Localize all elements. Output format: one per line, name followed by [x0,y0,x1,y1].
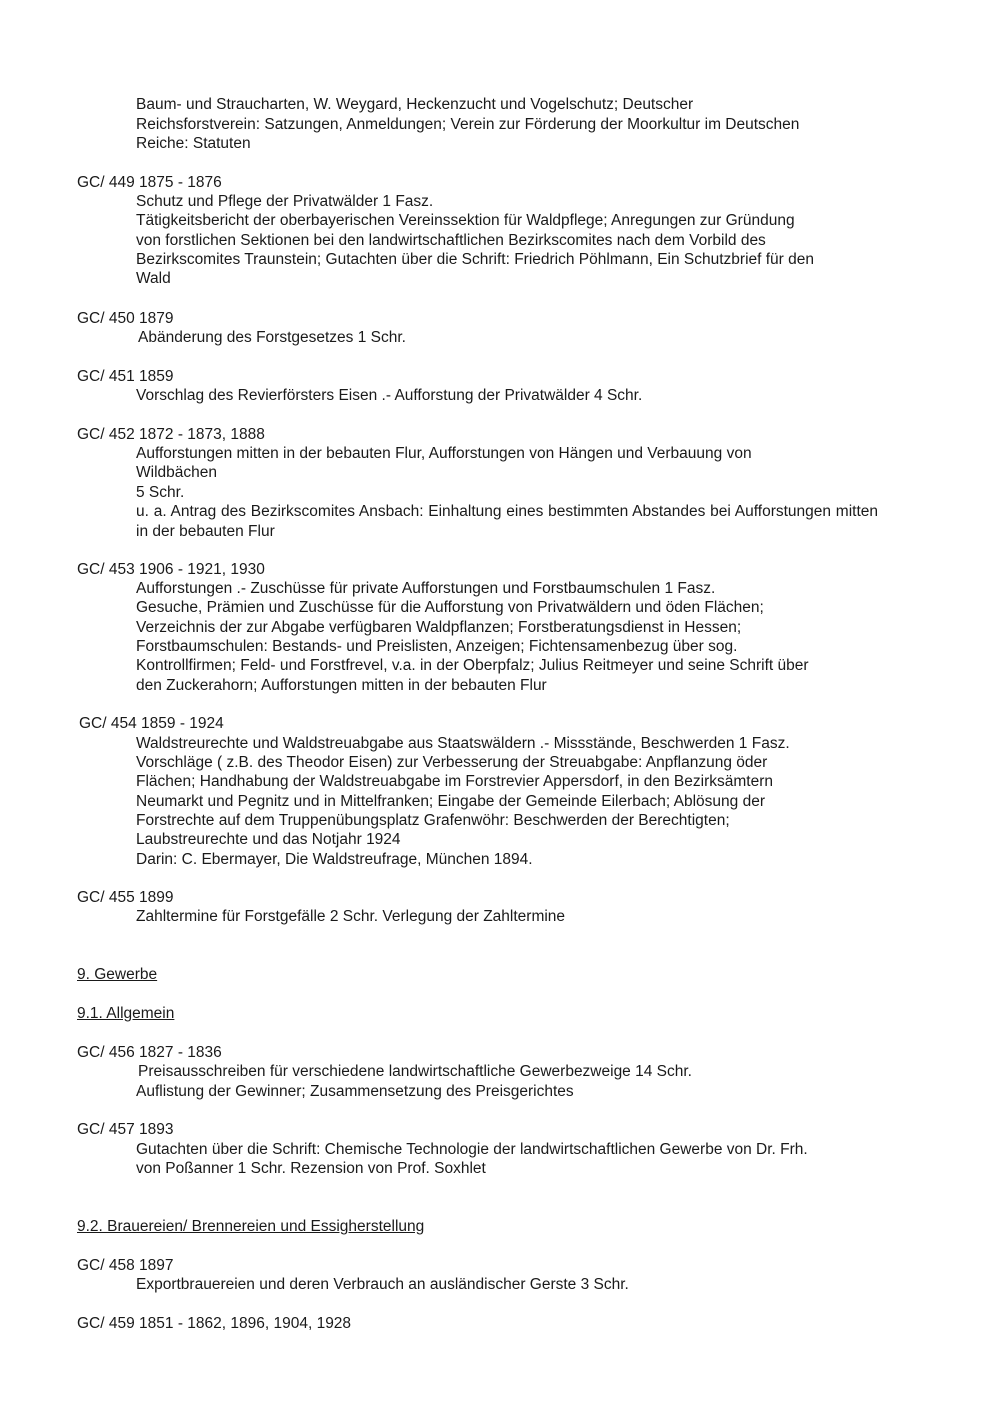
entry-title: Abänderung des Forstgesetzes 1 Schr. [138,329,406,346]
entry-title: Schutz und Pflege der Privatwälder 1 Fasz. [136,193,434,210]
entry-signature: GC/ 455 1899 [77,889,174,906]
entry-signature: GC/ 453 1906 - 1921, 1930 [77,561,265,578]
entry-signature: GC/ 450 1879 [77,310,174,327]
entry-description-line: Darin: C. Ebermayer, Die Waldstreufrage, München 1894. [136,851,533,868]
entry-signature: GC/ 451 1859 [77,368,174,385]
entry-title: Aufforstungen mitten in der bebauten Flur, Aufforstungen von Hängen und Verbauung von [136,445,752,462]
entry-description-line: Verzeichnis der zur Abgabe verfügbaren Waldpflanzen; Forstberatungsdienst in Hessen; [136,619,742,636]
entry-description-line: Laubstreurechte und das Notjahr 1924 [136,831,401,848]
entry-title: Waldstreurechte und Waldstreuabgabe aus Staatswäldern .- Missstände, Beschwerden 1 Fasz. [136,735,790,752]
section-heading: 9. Gewerbe [77,966,158,983]
entry-title: 5 Schr. [136,484,185,501]
subsection-heading: 9.2. Brauereien/ Brennereien und Essigherstellung [77,1218,425,1235]
entry-signature: GC/ 454 1859 - 1924 [79,715,224,732]
entry-description-line: Tätigkeitsbericht der oberbayerischen Vereinssektion für Waldpflege; Anregungen zur Gründung [136,212,795,229]
entry-signature: GC/ 452 1872 - 1873, 1888 [77,426,265,443]
entry-title: Preisausschreiben für verschiedene landwirtschaftliche Gewerbezweige 14 Schr. [138,1063,692,1080]
entry-title: Zahltermine für Forstgefälle 2 Schr. Verlegung der Zahltermine [136,908,566,925]
entry-description-line: Kontrollfirmen; Feld- und Forstfrevel, v.a. in der Oberpfalz; Julius Reitmeyer und seine Schrift über [136,657,809,674]
entry-description-line: von forstlichen Sektionen bei den landwirtschaftlichen Bezirkscomites nach dem Vorbild des [136,232,766,249]
entry-title: Wildbächen [136,464,217,481]
entry-description-line: Forstrechte auf dem Truppenübungsplatz Grafenwöhr: Beschwerden der Berechtigten; [136,812,730,829]
entry-signature: GC/ 457 1893 [77,1121,174,1138]
entry-title: Vorschlag des Revierförsters Eisen .- Aufforstung der Privatwälder 4 Schr. [136,387,643,404]
entry-signature: GC/ 458 1897 [77,1257,174,1274]
entry-description: u. a. Antrag des Bezirkscomites Ansbach: Einhaltung eines bestimmten Abstandes bei Aufforstungen mitten in der bebauten Flur [136,503,878,540]
entry-description-line: Wald [136,270,171,287]
continued-description-line: Reichsforstverein: Satzungen, Anmeldungen; Verein zur Förderung der Moorkultur im Deutschen [136,116,800,133]
entry-signature: GC/ 449 1875 - 1876 [77,174,222,191]
entry-description-line: Vorschläge ( z.B. des Theodor Eisen) zur Verbesserung der Streuabgabe: Anpflanzung öder [136,754,768,771]
entry-title: von Poßanner 1 Schr. Rezension von Prof. Soxhlet [136,1160,486,1177]
entry-title: Aufforstungen .- Zuschüsse für private Aufforstungen und Forstbaumschulen 1 Fasz. [136,580,716,597]
continued-description-line: Baum- und Straucharten, W. Weygard, Heckenzucht und Vogelschutz; Deutscher [136,96,694,113]
entry-description-line: Neumarkt und Pegnitz und in Mittelfranken; Eingabe der Gemeinde Eilerbach; Ablösung der [136,793,765,810]
entry-description-line: Bezirkscomites Traunstein; Gutachten über die Schrift: Friedrich Pöhlmann, Ein Schutzbrief für den [136,251,815,268]
entry-signature: GC/ 459 1851 - 1862, 1896, 1904, 1928 [77,1315,352,1332]
entry-title: Exportbrauereien und deren Verbrauch an ausländischer Gerste 3 Schr. [136,1276,629,1293]
entry-description-line: Flächen; Handhabung der Waldstreuabgabe im Forstrevier Appersdorf, in den Bezirksämtern [136,773,773,790]
entry-title: Gutachten über die Schrift: Chemische Technologie der landwirtschaftlichen Gewerbe von Dr. Frh. [136,1141,808,1158]
entry-description-line: Gesuche, Prämien und Zuschüsse für die Aufforstung von Privatwäldern und öden Flächen; [136,599,764,616]
entry-description: Auflistung der Gewinner; Zusammensetzung des Preisgerichtes [136,1083,574,1100]
entry-signature: GC/ 456 1827 - 1836 [77,1044,222,1061]
entry-description-line: den Zuckerahorn; Aufforstungen mitten in der bebauten Flur [136,677,547,694]
continued-description-line: Reiche: Statuten [136,135,251,152]
subsection-heading: 9.1. Allgemein [77,1005,175,1022]
entry-description-line: Forstbaumschulen: Bestands- und Preislisten, Anzeigen; Fichtensamenbezug über sog. [136,638,738,655]
